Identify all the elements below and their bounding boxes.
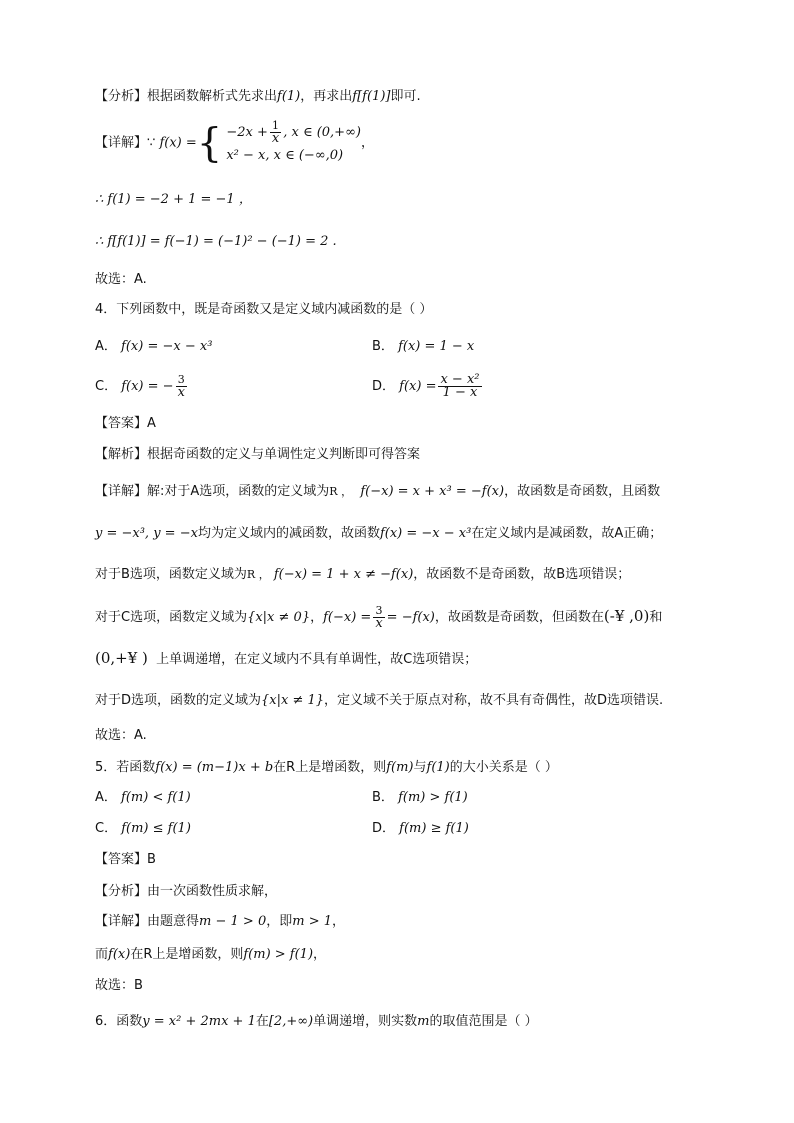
q3-analysis: 【分析】根据函数解析式先求出f(1)，再求出f[f(1)]即可. [95, 89, 421, 104]
q5-detail-line1: 【详解】由题意得m − 1 > 0，即m > 1， [95, 914, 346, 929]
q5-option-b: B． f(m) > f(1) [372, 790, 468, 805]
q4-detail-line1: 【详解】解:对于A选项，函数的定义域为R ， f(−x) = x + x³ = −f(x)，故函数是奇函数，且函数 [95, 484, 661, 499]
q4-choice: 故选：A. [95, 728, 147, 743]
q4-option-c: C． f(x) = − $\frac{3}{x}$ [95, 373, 185, 400]
q3-step2: ∴ f[f(1)] = f(−1) = (−1)² − (−1) = 2 . [95, 234, 337, 249]
q4-option-d: D． f(x) = $\frac{\text{x − x²}}{1 - x}$ [372, 372, 480, 400]
q5-stem: 5．若函数f(x) = (m−1)x + b在R上是增函数，则f(m)与f(1)的大小关系是（ ） [95, 760, 558, 775]
q3-step1: ∴ f(1) = −2 + 1 = −1 ， [95, 192, 252, 207]
q4-analysis: 【解析】根据奇函数的定义与单调性定义判断即可得答案 [95, 447, 421, 462]
analysis-label: 【分析】 [95, 89, 148, 104]
q5-analysis: 【分析】由一次函数性质求解， [95, 884, 278, 899]
detail-label: 【详解】 [95, 135, 148, 151]
q4-detail-line5: (0,+¥ ) 上单调递增，在定义域内不具有单调性，故C选项错误； [95, 649, 478, 667]
q4-option-b: B． f(x) = 1 − x [372, 339, 475, 354]
q4-detail-line2: y = −x³, y = −x均为定义域内的减函数，故函数f(x) = −x − x³在定义域内是减函数，故A正确； [95, 526, 663, 541]
piecewise-brace: { [196, 120, 223, 167]
q4-detail-line3: 对于B选项，函数定义域为R ， f(−x) = 1 + x ≠ −f(x)，故函数不是奇函数，故B选项错误； [95, 567, 631, 582]
q5-answer: 【答案】B [95, 852, 156, 867]
q4-stem: 4．下列函数中，既是奇函数又是定义域内减函数的是（ ） [95, 302, 433, 317]
q4-detail-line4: 对于C选项，函数定义域为{x|x ≠ 0}，f(−x) = $\frac{3}{x}$ = −f(x)，故函数是奇函数，但函数在(-¥ ,0)和 [95, 604, 663, 631]
q5-option-c: C． f(m) ≤ f(1) [95, 821, 191, 836]
q5-option-d: D． f(m) ≥ f(1) [372, 821, 469, 836]
q4-detail-line6: 对于D选项，函数的定义域为{x|x ≠ 1}，定义域不关于原点对称，故不具有奇偶性，故D选项错误. [95, 693, 664, 708]
q5-detail-line2: 而f(x)在R上是增函数，则f(m) > f(1)， [95, 947, 327, 962]
q4-option-a: A． f(x) = −x − x³ [95, 339, 213, 354]
q3-choice: 故选：A. [95, 272, 147, 287]
q3-detail: 【详解】∵ f(x) ={ −2x + $\frac{1}{x}$ , x ∈ (0,+∞) x² − x, x ∈ (−∞,0) ， [95, 119, 374, 167]
q5-option-a: A． f(m) < f(1) [95, 790, 191, 805]
q5-choice: 故选：B [95, 978, 143, 993]
piecewise-cases: −2x + $\frac{1}{x}$ , x ∈ (0,+∞) x² − x, x ∈ (−∞,0) [226, 119, 361, 163]
q4-answer: 【答案】A [95, 416, 156, 431]
q6-stem: 6．函数y = x² + 2mx + 1在[2,+∞)单调递增，则实数m的取值范围是（ ） [95, 1014, 538, 1029]
